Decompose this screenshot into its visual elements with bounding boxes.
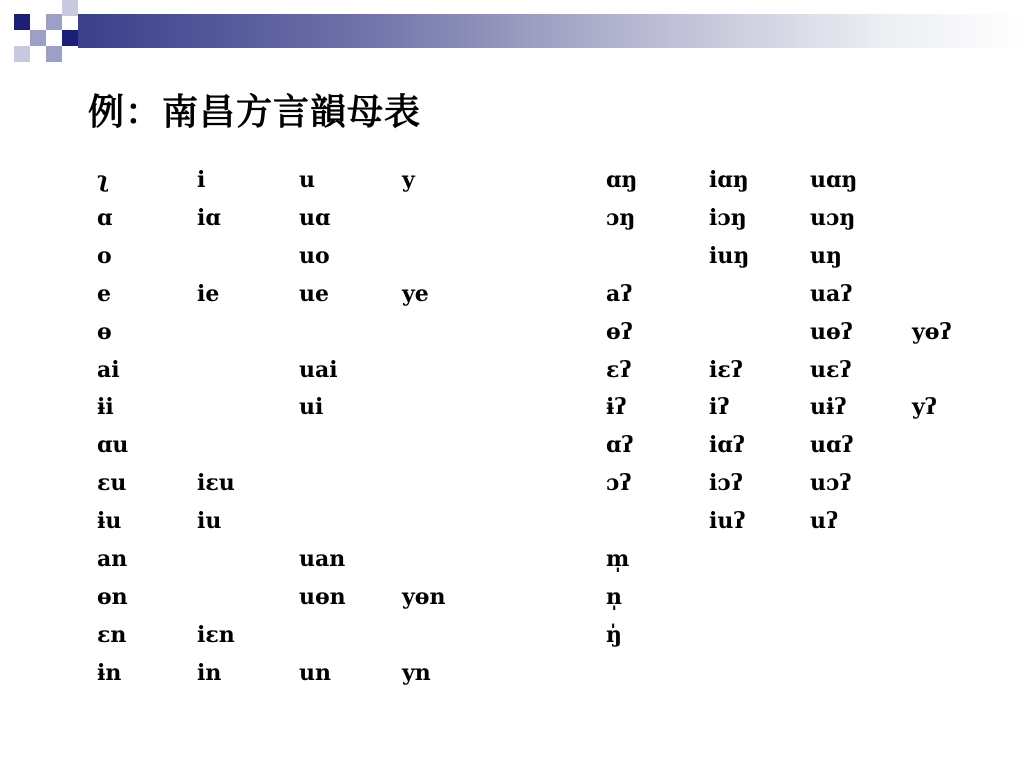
table-cell: n̩ (606, 583, 622, 610)
table-cell: u (299, 167, 315, 193)
table-cell: uʔ (810, 508, 839, 535)
table-cell: ɑŋ (606, 167, 638, 193)
table-cell: uaʔ (810, 280, 853, 307)
table-cell: ye (402, 280, 429, 307)
table-cell: iuŋ (709, 242, 750, 269)
decor-square-pale (14, 46, 30, 62)
table-cell: uɵʔ (810, 318, 853, 345)
decor-square-navy (62, 30, 78, 46)
decor-square-light (30, 30, 46, 46)
table-cell: uai (299, 356, 338, 383)
table-cell: iɔʔ (709, 470, 743, 497)
table-cell: iɑ (197, 204, 221, 231)
table-cell: y (402, 167, 415, 193)
table-row (0, 616, 1024, 654)
table-row (0, 502, 1024, 540)
table-row (0, 275, 1024, 313)
table-cell: ɨʔ (606, 394, 627, 421)
table-cell: ŋ̍ (606, 621, 622, 648)
header-gradient-band (78, 14, 1024, 48)
table-row (0, 351, 1024, 389)
table-cell: uɑʔ (810, 432, 854, 459)
table-row (0, 426, 1024, 464)
table-cell: iɛʔ (709, 356, 743, 383)
table-cell: ai (97, 356, 120, 383)
table-cell: ɛn (97, 621, 127, 648)
decor-square-light (46, 46, 62, 62)
table-cell: ue (299, 280, 329, 307)
table-cell: o (97, 242, 112, 269)
table-cell: ʅ (97, 167, 109, 193)
table-cell: uɑ (299, 204, 331, 231)
table-cell: ɵ (97, 318, 112, 345)
table-cell: iɔŋ (709, 204, 747, 231)
table-cell: in (197, 659, 222, 686)
table-cell: ie (197, 280, 220, 307)
table-cell: ɛʔ (606, 356, 632, 383)
table-cell: aʔ (606, 280, 633, 307)
table-cell: m̩ (606, 546, 630, 572)
table-row (0, 237, 1024, 275)
table-row (0, 161, 1024, 199)
table-cell: ɨn (97, 659, 122, 686)
table-cell: ɑ (97, 204, 113, 231)
table-row (0, 540, 1024, 578)
table-cell: ɔŋ (606, 204, 636, 231)
decor-square-light (46, 14, 62, 30)
table-row (0, 654, 1024, 692)
table-cell: iɑŋ (709, 167, 749, 193)
table-cell: ui (299, 394, 324, 421)
table-cell: iɛu (197, 470, 235, 497)
table-cell: ɨi (97, 394, 114, 421)
table-cell: uɔʔ (810, 470, 852, 497)
table-cell: yɵn (402, 583, 446, 610)
table-cell: uŋ (810, 242, 842, 269)
table-cell: yn (402, 659, 431, 686)
table-row (0, 578, 1024, 616)
table-cell: yʔ (912, 394, 937, 421)
table-cell: uo (299, 242, 330, 269)
table-cell: iɛn (197, 621, 235, 648)
table-row (0, 464, 1024, 502)
table-cell: ɔʔ (606, 470, 632, 497)
decor-square-navy (14, 14, 30, 30)
table-cell: ɑʔ (606, 432, 634, 459)
table-cell: un (299, 659, 331, 686)
table-row (0, 199, 1024, 237)
page-title: 例：南昌方言韻母表 (88, 92, 422, 133)
table-cell: uɑŋ (810, 167, 858, 193)
table-cell: uɨʔ (810, 394, 847, 421)
table-row (0, 313, 1024, 351)
table-cell: ɵʔ (606, 318, 633, 345)
table-cell: i (197, 167, 206, 193)
table-cell: iu (197, 508, 222, 535)
table-cell: yɵʔ (912, 318, 952, 345)
table-cell: ɛu (97, 470, 127, 497)
table-cell: iɑʔ (709, 432, 745, 459)
table-cell: uɔŋ (810, 204, 856, 231)
table-cell: iʔ (709, 394, 730, 421)
decor-square-pale (62, 0, 78, 16)
table-cell: iuʔ (709, 508, 746, 535)
table-cell: ɨu (97, 508, 122, 535)
table-cell: uan (299, 546, 346, 572)
table-cell: ɵn (97, 583, 128, 610)
table-cell: an (97, 546, 128, 572)
table-cell: ɑu (97, 432, 129, 459)
table-cell: e (97, 280, 111, 307)
table-row (0, 388, 1024, 426)
table-cell: uɵn (299, 583, 346, 610)
table-cell: uɛʔ (810, 356, 852, 383)
